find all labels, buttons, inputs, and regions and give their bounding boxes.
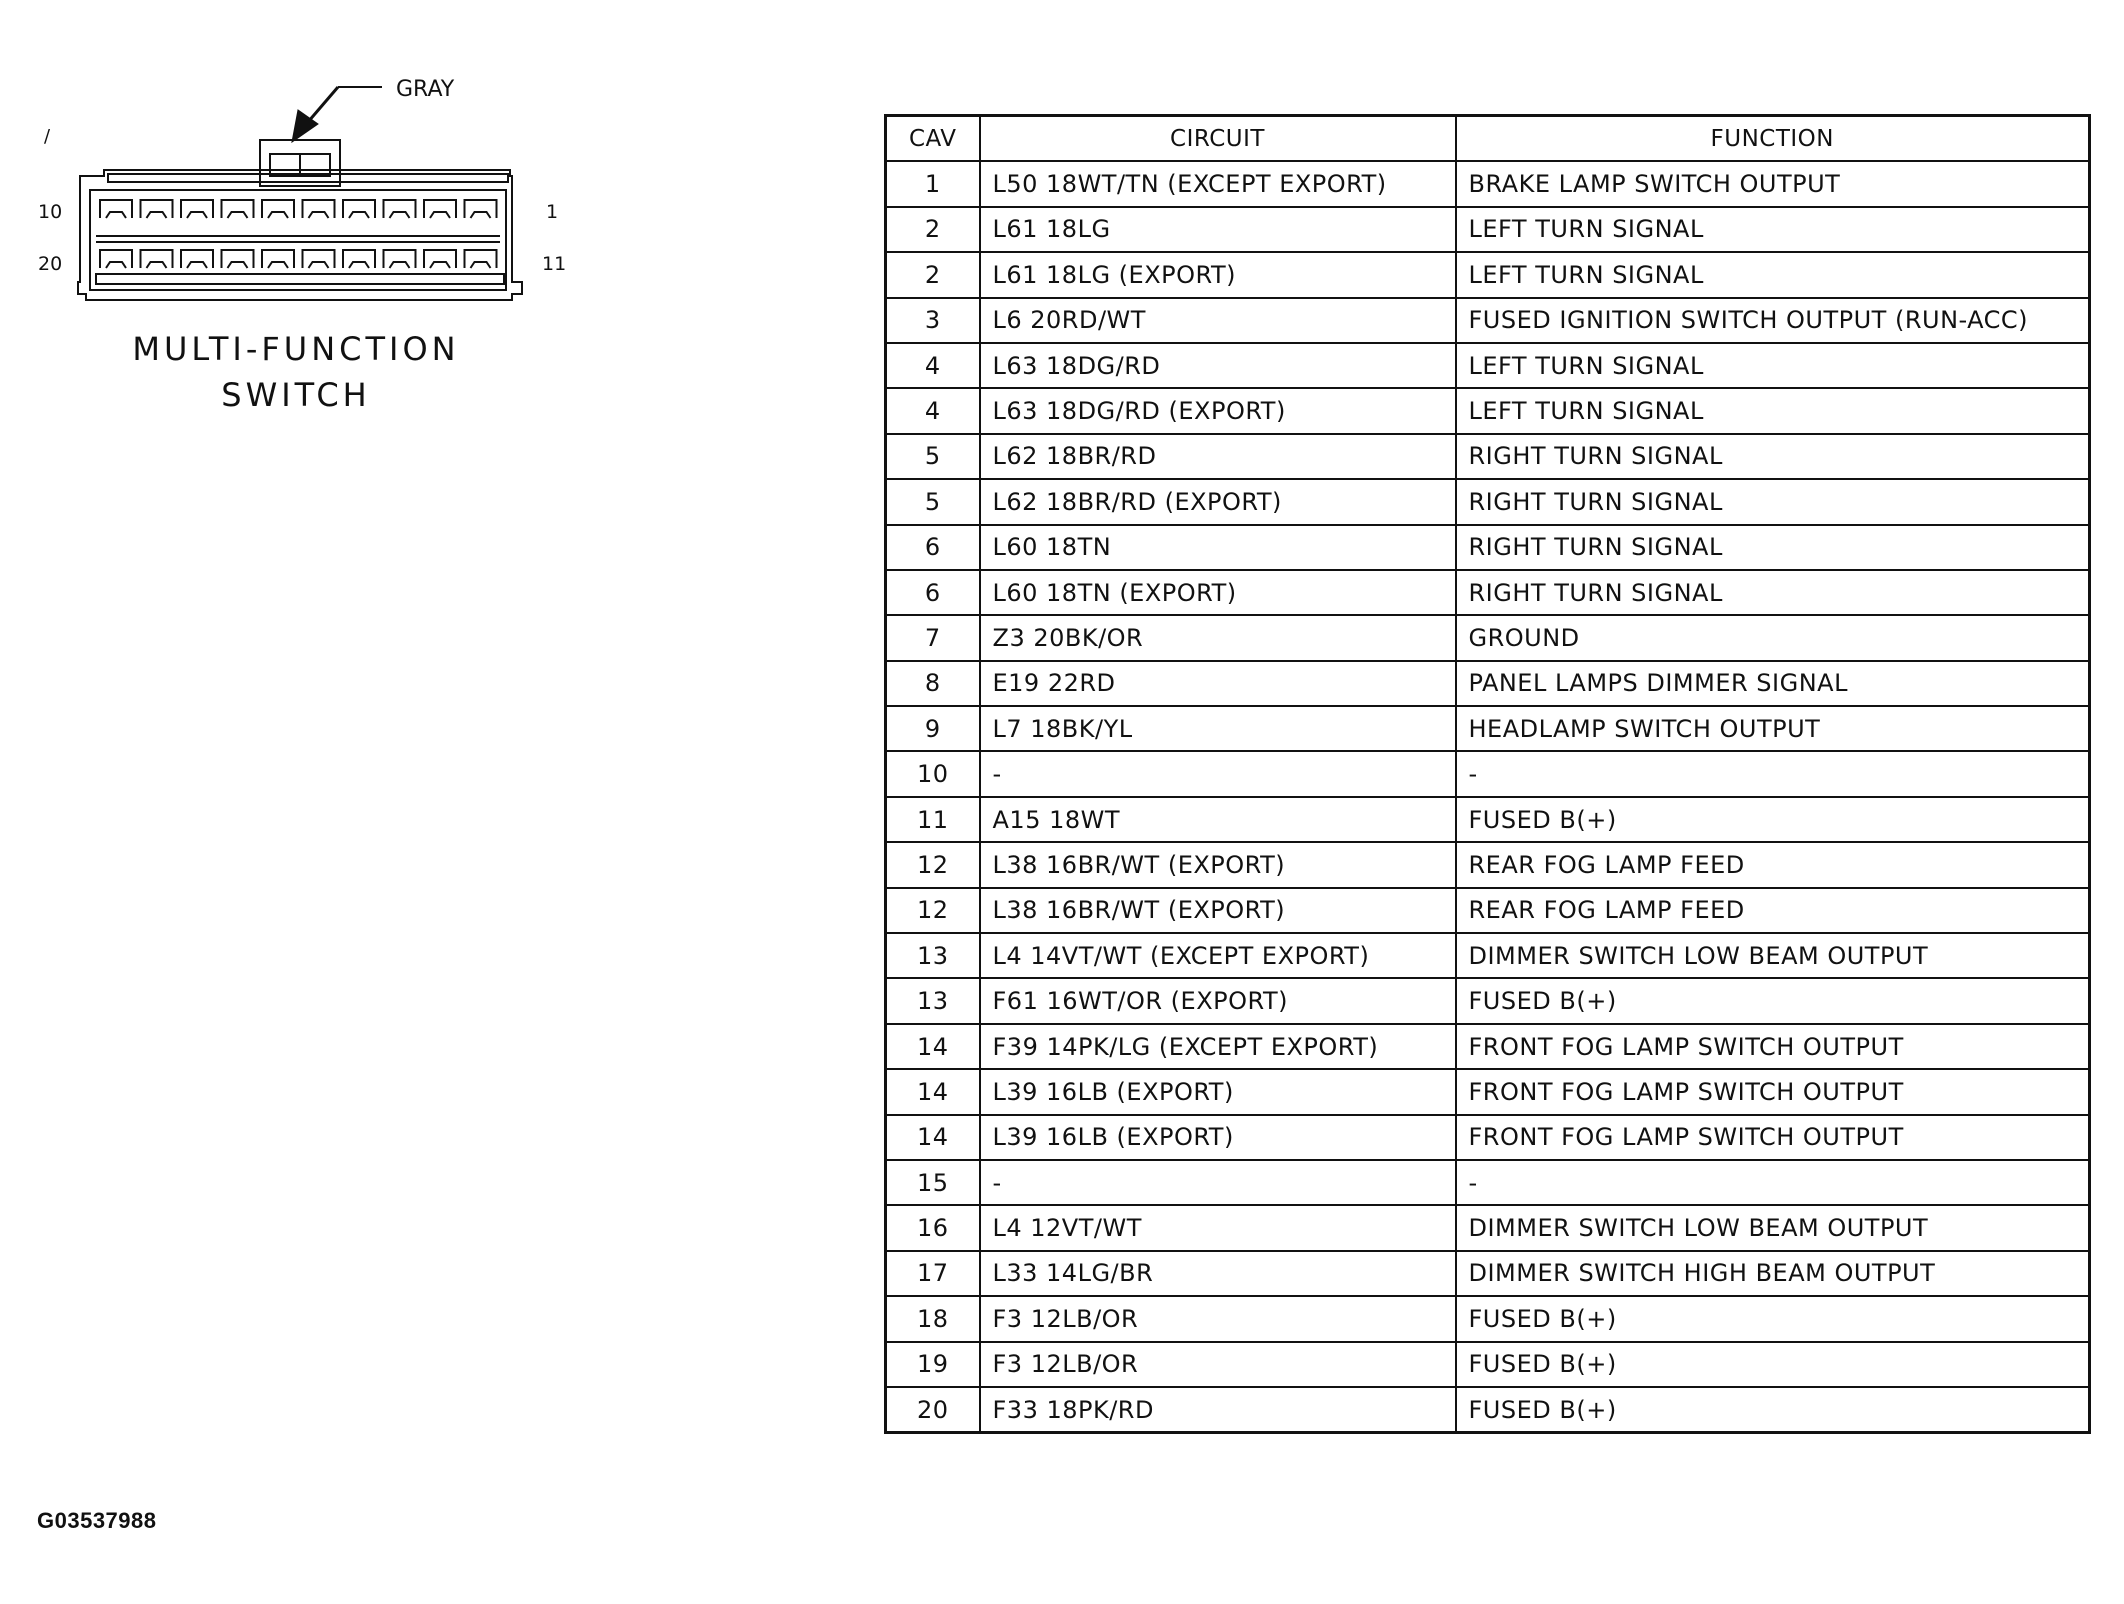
cell-cav: 18: [886, 1296, 980, 1341]
table-row: [886, 570, 2090, 615]
cell-cav: 16: [886, 1205, 980, 1250]
cell-cav: 13: [886, 933, 980, 978]
table-row: [886, 1069, 2090, 1114]
cell-cav: 13: [886, 978, 980, 1023]
cell-circuit: L39 16LB (EXPORT): [980, 1069, 1456, 1114]
cell-function: BRAKE LAMP SWITCH OUTPUT: [1456, 161, 2090, 206]
cell-circuit: L62 18BR/RD: [980, 434, 1456, 479]
cell-circuit: F3 12LB/OR: [980, 1342, 1456, 1387]
cell-circuit: F3 12LB/OR: [980, 1296, 1456, 1341]
cell-circuit: L39 16LB (EXPORT): [980, 1115, 1456, 1160]
cavity: [181, 250, 213, 268]
cell-circuit: F61 16WT/OR (EXPORT): [980, 978, 1456, 1023]
cell-circuit: A15 18WT: [980, 797, 1456, 842]
table-row: [886, 1251, 2090, 1296]
cell-function: DIMMER SWITCH LOW BEAM OUTPUT: [1456, 933, 2090, 978]
cavity: [222, 200, 254, 218]
cell-circuit: L61 18LG (EXPORT): [980, 252, 1456, 297]
cell-function: DIMMER SWITCH HIGH BEAM OUTPUT: [1456, 1251, 2090, 1296]
cell-function: REAR FOG LAMP FEED: [1456, 842, 2090, 887]
table-row: [886, 343, 2090, 388]
cell-function: FRONT FOG LAMP SWITCH OUTPUT: [1456, 1024, 2090, 1069]
cavity: [343, 200, 375, 218]
table-row: [886, 797, 2090, 842]
cavity: [100, 250, 132, 268]
cell-function: FRONT FOG LAMP SWITCH OUTPUT: [1456, 1069, 2090, 1114]
pinout-table-body: [886, 116, 2090, 1433]
cell-circuit: F39 14PK/LG (EXCEPT EXPORT): [980, 1024, 1456, 1069]
cell-function: DIMMER SWITCH LOW BEAM OUTPUT: [1456, 1205, 2090, 1250]
cavity: [141, 200, 173, 218]
cell-cav: 15: [886, 1160, 980, 1205]
cell-function: FUSED B(+): [1456, 1342, 2090, 1387]
cell-function: FUSED B(+): [1456, 1296, 2090, 1341]
table-row: [886, 479, 2090, 524]
cell-function: LEFT TURN SIGNAL: [1456, 252, 2090, 297]
table-row: [886, 298, 2090, 343]
cavity: [465, 200, 497, 218]
table-row: [886, 1024, 2090, 1069]
cell-circuit: L4 12VT/WT: [980, 1205, 1456, 1250]
cell-cav: 2: [886, 207, 980, 252]
figure-id: G03537988: [37, 1508, 157, 1533]
table-row: [886, 1160, 2090, 1205]
table-row: [886, 207, 2090, 252]
table-row: [886, 615, 2090, 660]
header-circuit: CIRCUIT: [980, 116, 1456, 162]
header-cav: CAV: [886, 116, 980, 162]
connector-diagram: [0, 0, 600, 430]
cell-circuit: F33 18PK/RD: [980, 1387, 1456, 1433]
cell-circuit: L61 18LG: [980, 207, 1456, 252]
cell-function: LEFT TURN SIGNAL: [1456, 207, 2090, 252]
table-row: [886, 888, 2090, 933]
cell-cav: 10: [886, 751, 980, 796]
cell-circuit: L60 18TN (EXPORT): [980, 570, 1456, 615]
cell-function: -: [1456, 751, 2090, 796]
table-row: [886, 252, 2090, 297]
cell-cav: 20: [886, 1387, 980, 1433]
table-row: [886, 161, 2090, 206]
cell-cav: 14: [886, 1024, 980, 1069]
cell-circuit: L38 16BR/WT (EXPORT): [980, 888, 1456, 933]
cell-circuit: Z3 20BK/OR: [980, 615, 1456, 660]
table-row: [886, 661, 2090, 706]
cavity: [424, 200, 456, 218]
cell-circuit: L60 18TN: [980, 525, 1456, 570]
table-header-row: [886, 116, 2090, 162]
cavity: [262, 250, 294, 268]
table-row: [886, 1205, 2090, 1250]
cell-function: RIGHT TURN SIGNAL: [1456, 434, 2090, 479]
cell-function: GROUND: [1456, 615, 2090, 660]
pin-label-11: 11: [542, 253, 567, 275]
cavity: [384, 200, 416, 218]
pin-label-20: 20: [38, 253, 63, 275]
table-row: [886, 706, 2090, 751]
cell-circuit: L62 18BR/RD (EXPORT): [980, 479, 1456, 524]
cell-circuit: L7 18BK/YL: [980, 706, 1456, 751]
cavity-row-top: [100, 200, 497, 218]
table-row: [886, 1115, 2090, 1160]
pin-label-1: 1: [546, 201, 559, 223]
cell-cav: 9: [886, 706, 980, 751]
cell-circuit: L50 18WT/TN (EXCEPT EXPORT): [980, 161, 1456, 206]
cell-function: LEFT TURN SIGNAL: [1456, 388, 2090, 433]
stray-mark: /: [44, 126, 51, 147]
cavity: [384, 250, 416, 268]
cell-function: FUSED B(+): [1456, 797, 2090, 842]
cavity: [262, 200, 294, 218]
cell-function: HEADLAMP SWITCH OUTPUT: [1456, 706, 2090, 751]
cell-cav: 6: [886, 525, 980, 570]
cavity: [141, 250, 173, 268]
cell-cav: 12: [886, 842, 980, 887]
cell-function: RIGHT TURN SIGNAL: [1456, 570, 2090, 615]
cell-cav: 2: [886, 252, 980, 297]
cell-function: FUSED B(+): [1456, 978, 2090, 1023]
cavity-row-bottom: [100, 250, 497, 268]
connector-name-line1: MULTI-FUNCTION: [132, 330, 460, 368]
connector-name-line2: SWITCH: [221, 376, 371, 414]
cell-circuit: -: [980, 1160, 1456, 1205]
cell-cav: 3: [886, 298, 980, 343]
cavity: [222, 250, 254, 268]
cell-function: FUSED IGNITION SWITCH OUTPUT (RUN-ACC): [1456, 298, 2090, 343]
header-function: FUNCTION: [1456, 116, 2090, 162]
cell-cav: 14: [886, 1069, 980, 1114]
cell-function: RIGHT TURN SIGNAL: [1456, 525, 2090, 570]
cell-circuit: L33 14LG/BR: [980, 1251, 1456, 1296]
cell-circuit: L6 20RD/WT: [980, 298, 1456, 343]
cell-function: REAR FOG LAMP FEED: [1456, 888, 2090, 933]
gray-label-leader: [292, 87, 382, 142]
table-row: [886, 434, 2090, 479]
connector-color-label: GRAY: [396, 77, 455, 102]
table-row: [886, 933, 2090, 978]
cell-circuit: L4 14VT/WT (EXCEPT EXPORT): [980, 933, 1456, 978]
cavity: [424, 250, 456, 268]
cavity: [343, 250, 375, 268]
cell-cav: 4: [886, 343, 980, 388]
table-row: [886, 525, 2090, 570]
cell-cav: 5: [886, 434, 980, 479]
cell-cav: 7: [886, 615, 980, 660]
cell-cav: 5: [886, 479, 980, 524]
table-row: [886, 1296, 2090, 1341]
cell-cav: 4: [886, 388, 980, 433]
cell-circuit: L63 18DG/RD (EXPORT): [980, 388, 1456, 433]
cavity: [303, 200, 335, 218]
cavity: [181, 200, 213, 218]
pinout-table: [884, 114, 2091, 1434]
cell-cav: 17: [886, 1251, 980, 1296]
table-row: [886, 751, 2090, 796]
cell-circuit: -: [980, 751, 1456, 796]
cell-circuit: L38 16BR/WT (EXPORT): [980, 842, 1456, 887]
table-row: [886, 1387, 2090, 1433]
cell-cav: 19: [886, 1342, 980, 1387]
cell-circuit: L63 18DG/RD: [980, 343, 1456, 388]
cell-function: FRONT FOG LAMP SWITCH OUTPUT: [1456, 1115, 2090, 1160]
cell-function: FUSED B(+): [1456, 1387, 2090, 1433]
cavity: [303, 250, 335, 268]
cell-cav: 8: [886, 661, 980, 706]
table-row: [886, 1342, 2090, 1387]
table-row: [886, 842, 2090, 887]
cell-cav: 6: [886, 570, 980, 615]
cell-cav: 14: [886, 1115, 980, 1160]
cell-function: RIGHT TURN SIGNAL: [1456, 479, 2090, 524]
cell-cav: 1: [886, 161, 980, 206]
pin-label-10: 10: [38, 201, 63, 223]
cell-circuit: E19 22RD: [980, 661, 1456, 706]
cavity: [100, 200, 132, 218]
table-row: [886, 978, 2090, 1023]
cavity: [465, 250, 497, 268]
housing-bottom-rail: [96, 274, 504, 284]
cell-function: PANEL LAMPS DIMMER SIGNAL: [1456, 661, 2090, 706]
cell-function: -: [1456, 1160, 2090, 1205]
cell-function: LEFT TURN SIGNAL: [1456, 343, 2090, 388]
cell-cav: 12: [886, 888, 980, 933]
table-row: [886, 388, 2090, 433]
cell-cav: 11: [886, 797, 980, 842]
